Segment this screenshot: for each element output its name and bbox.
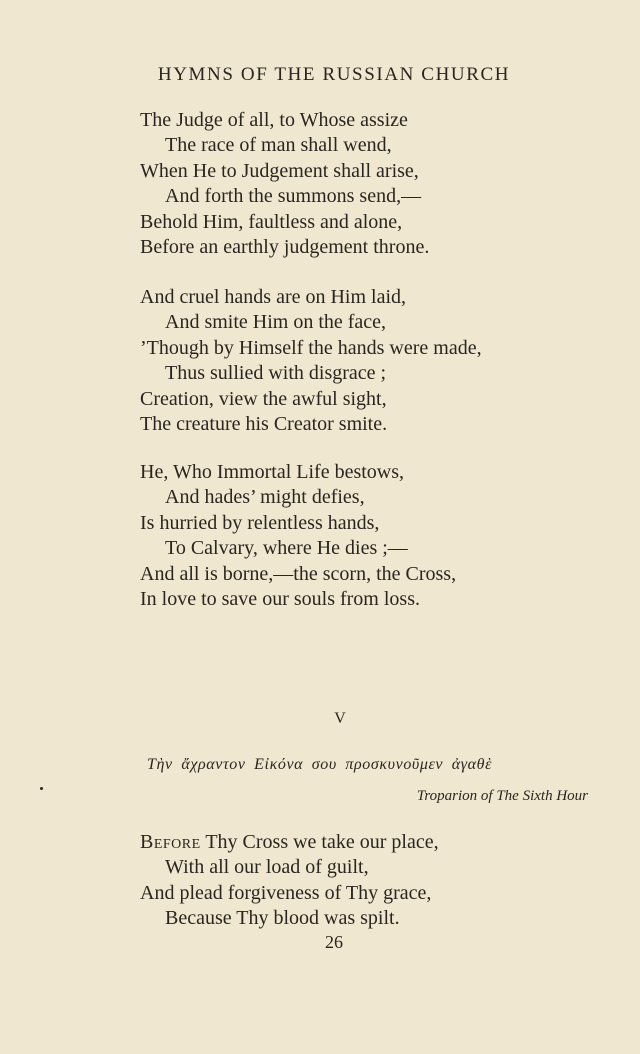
verse-line: Before an earthly judgement throne. xyxy=(140,235,430,258)
verse-line: He, Who Immortal Life bestows, xyxy=(140,461,405,483)
verse-line: The race of man shall wend, xyxy=(165,134,392,157)
section-number: V xyxy=(334,710,346,727)
verse-line: ’Though by Himself the hands were made, xyxy=(140,336,482,359)
drop-word: Before xyxy=(140,831,201,853)
verse-line-first xyxy=(140,830,610,855)
stanza-1 xyxy=(140,108,610,260)
verse-line: Because Thy blood was spilt. xyxy=(165,907,400,930)
verse-line: And plead forgiveness of Thy grace, xyxy=(140,881,432,904)
page-number: 26 xyxy=(325,932,343,952)
verse-line: To Calvary, where He dies ;— xyxy=(165,537,408,560)
verse-line-rest: Thy Cross we take our place, xyxy=(200,831,439,853)
verse-line: The Judge of all, to Whose assize xyxy=(140,109,408,131)
verse-line: And cruel hands are on Him laid, xyxy=(140,286,407,308)
verse-line: And smite Him on the face, xyxy=(165,311,387,334)
stanza-4 xyxy=(140,830,610,932)
verse-line: And all is borne,—the scorn, the Cross, xyxy=(140,562,457,585)
verse-line: Behold Him, faultless and alone, xyxy=(140,210,403,233)
verse-line: When He to Judgement shall arise, xyxy=(140,159,419,182)
paper-speck xyxy=(40,787,43,790)
verse-line: Is hurried by relentless hands, xyxy=(140,511,380,534)
verse-line: And hades’ might defies, xyxy=(165,486,365,509)
running-head: HYMNS OF THE RUSSIAN CHURCH xyxy=(157,64,511,85)
stanza-2 xyxy=(140,285,610,437)
stanza-3 xyxy=(140,460,610,612)
troparion-attribution: Troparion of The Sixth Hour xyxy=(416,788,588,804)
greek-incipit: Τὴν ἄχραντον Εἰκόνα σου προσκυνοῦμεν ἀγαθὲ xyxy=(147,756,492,773)
verse-line: Thus sullied with disgrace ; xyxy=(165,362,387,385)
verse-line: In love to save our souls from loss. xyxy=(140,587,420,610)
verse-line: Creation, view the awful sight, xyxy=(140,387,387,410)
verse-line: With all our load of guilt, xyxy=(165,856,369,879)
verse-line: And forth the summons send,— xyxy=(165,185,422,208)
verse-line: The creature his Creator smite. xyxy=(140,412,388,435)
